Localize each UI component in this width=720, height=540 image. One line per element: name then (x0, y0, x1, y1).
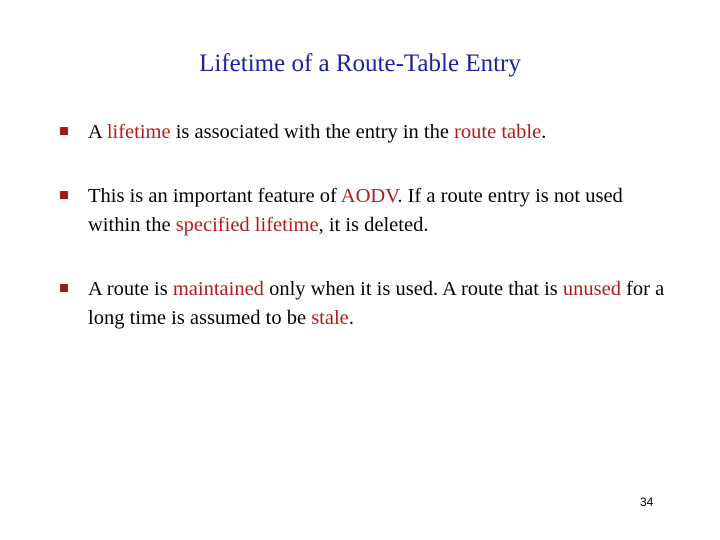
bullet-highlight: stale (311, 307, 349, 329)
bullet-highlight: lifetime (106, 121, 171, 143)
bullet-segment: A (88, 121, 107, 143)
bullet-segment: , it is deleted. (318, 214, 429, 236)
bullet-segment: for a long time is assumed to be (88, 278, 665, 329)
bullet-segment: is associated with the entry in the (170, 121, 455, 143)
bullet-highlight: maintained (172, 278, 264, 300)
square-bullet-icon (60, 127, 68, 135)
slide-title: Lifetime of a Route-Table Entry (199, 50, 521, 77)
bullet-segment: only when it is used. A route that is (263, 278, 563, 300)
bullet-item (60, 182, 680, 240)
bullet-highlight: specified lifetime (175, 214, 319, 236)
bullet-segment: . If a route entry is not used within the (88, 185, 623, 236)
bullet-highlight: unused (562, 278, 621, 300)
bullet-item (60, 118, 680, 147)
square-bullet-icon (60, 191, 68, 199)
bullet-list (60, 118, 680, 368)
square-bullet-icon (60, 284, 68, 292)
bullet-segment: . (348, 307, 354, 329)
bullet-item (60, 275, 680, 333)
bullet-segment: . (541, 121, 547, 143)
bullet-highlight: AODV (340, 185, 398, 207)
bullet-segment: A route is (88, 278, 173, 300)
bullet-highlight: route table (454, 121, 542, 143)
page-number: 34 (640, 495, 654, 509)
bullet-segment: This is an important feature of (88, 185, 341, 207)
